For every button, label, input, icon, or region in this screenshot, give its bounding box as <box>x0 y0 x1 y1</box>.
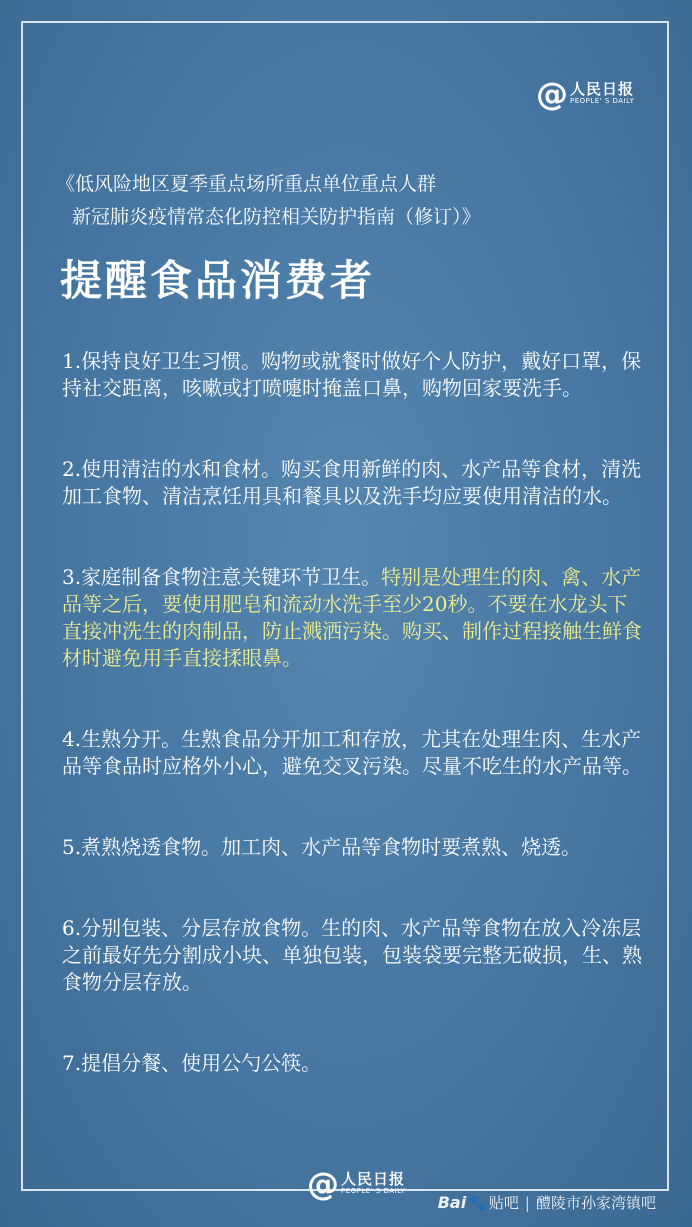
guideline-title-line1: 《低风险地区夏季重点场所重点单位重点人群 <box>56 173 437 195</box>
tips-list <box>62 348 642 1131</box>
logo-name: 人民日报 <box>341 1170 406 1189</box>
tieba-label: 贴吧 <box>488 1194 519 1212</box>
baidu-brand: Bai <box>437 1193 467 1212</box>
guideline-title <box>56 168 656 234</box>
logo-at-icon: @ <box>307 1165 339 1203</box>
page-heading: 提醒食品消费者 <box>60 256 376 305</box>
tip-item-3-highlight: 特别是处理生的肉、禽、水产品等之后，要使用肥皂和流动水洗手至少20秒。不要在水龙头下直接冲洗生的肉制品，防止溅洒污染。购买、制作过程接触生鲜食材时避免用手直接揉眼鼻。 <box>62 565 642 670</box>
tip-item-4: 4.生熟分开。生熟食品分开加工和存放，尤其在处理生肉、生水产品等食品时应格外小心，避免交叉污染。尽量不吃生的水产品等。 <box>62 727 642 778</box>
logo-name: 人民日报 <box>570 80 635 99</box>
tip-item-7: 7.提倡分餐、使用公勺公筷。 <box>62 1051 322 1075</box>
tip-item-2: 2.使用清洁的水和食材。购买食用新鲜的肉、水产品等食材，清洗加工食物、清洁烹饪用具和餐具以及洗手均应要使用清洁的水。 <box>62 457 642 508</box>
peoples-daily-logo-top <box>536 75 635 113</box>
tip-item-6: 6.分别包装、分层存放食物。生的肉、水产品等食物在放入冷冻层之前最好先分割成小块、单独包装，包装袋要完整无破损，生、熟食物分层存放。 <box>62 916 642 994</box>
baidu-tieba-watermark <box>438 1192 656 1213</box>
logo-english: PEOPLE' S DAILY <box>341 1187 406 1196</box>
tip-item-5: 5.煮熟烧透食物。加工肉、水产品等食物时要煮熟、烧透。 <box>62 835 582 859</box>
watermark-separator: | <box>524 1193 530 1212</box>
logo-at-icon: @ <box>536 75 568 113</box>
guideline-title-line2: 新冠肺炎疫情常态化防控相关防护指南（修订）》 <box>72 206 481 228</box>
tip-item-1: 1.保持良好卫生习惯。购物或就餐时做好个人防护，戴好口罩，保持社交距离，咳嗽或打喷嚏时掩盖口鼻，购物回家要洗手。 <box>62 349 642 400</box>
tip-item-3: 3.家庭制备食物注意关键环节卫生。特别是处理生的肉、禽、水产品等之后，要使用肥皂和流动水洗手至少20秒。不要在水龙头下直接冲洗生的肉制品，防止溅洒污染。购买、制作过程接触生鲜食材时避免用手直接揉眼鼻。 <box>62 565 642 670</box>
peoples-daily-logo-bottom <box>307 1165 406 1203</box>
paw-icon: 🐾 <box>468 1193 487 1212</box>
logo-english: PEOPLE' S DAILY <box>570 97 635 106</box>
forum-name: 醴陵市孙家湾镇吧 <box>535 1194 656 1212</box>
